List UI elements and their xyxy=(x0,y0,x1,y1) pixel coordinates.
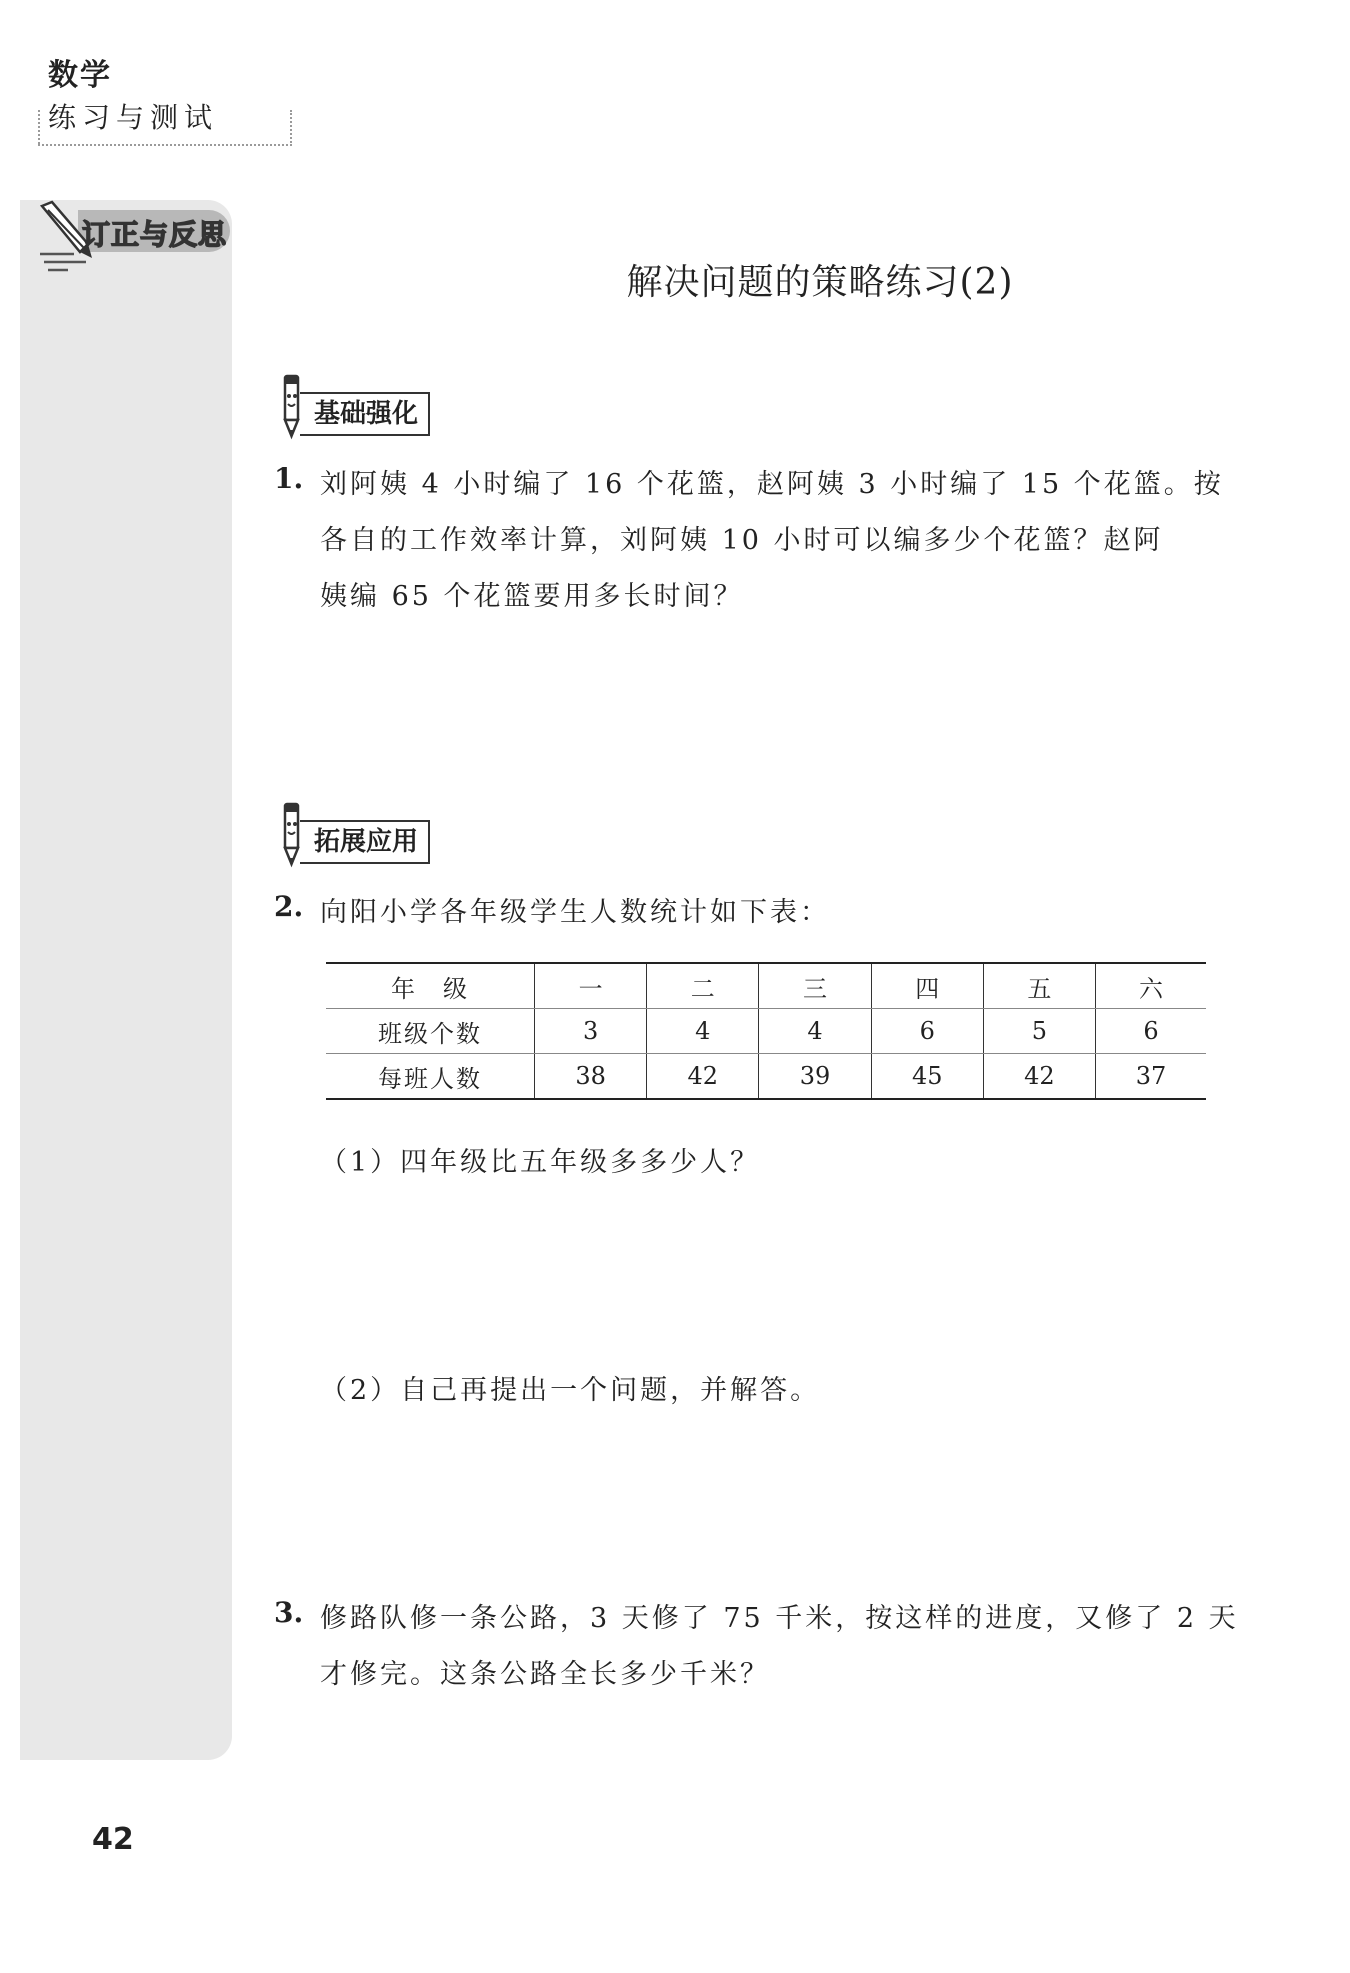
correction-sidebar xyxy=(20,200,232,1760)
table-cell: 六 xyxy=(1096,963,1206,1009)
table-cell: 38 xyxy=(535,1054,647,1100)
question-2-sub-1: （1）四年级比五年级多多少人？ xyxy=(320,1147,761,1178)
table-cell: 6 xyxy=(1096,1009,1206,1054)
section-extended: 拓展应用 xyxy=(300,820,430,864)
question-number: 2. xyxy=(274,890,304,923)
table-cell: 42 xyxy=(647,1054,759,1100)
table-cell: 39 xyxy=(759,1054,871,1100)
table-cell: 42 xyxy=(983,1054,1095,1100)
table-row xyxy=(326,1054,1206,1100)
table-cell: 年 级 xyxy=(326,963,535,1009)
question-3-line: 才修完。这条公路全长多少千米？ xyxy=(320,1659,770,1690)
table-cell: 4 xyxy=(759,1009,871,1054)
table-cell: 45 xyxy=(871,1054,983,1100)
table-header-row xyxy=(326,963,1206,1009)
question-2-intro: 向阳小学各年级学生人数统计如下表： xyxy=(320,897,830,928)
grade-statistics-table xyxy=(326,962,1206,1100)
header-divider-left xyxy=(38,110,42,144)
table-cell: 3 xyxy=(535,1009,647,1054)
table-cell: 三 xyxy=(759,963,871,1009)
table-cell: 6 xyxy=(871,1009,983,1054)
page-title: 解决问题的策略练习(2) xyxy=(626,262,1014,303)
question-number: 1. xyxy=(274,462,304,495)
book-brand: 数学 xyxy=(48,58,112,93)
table-row xyxy=(326,1009,1206,1054)
question-3-line: 修路队修一条公路，3 天修了 75 千米，按这样的进度，又修了 2 天 xyxy=(320,1603,1239,1634)
table-cell: 二 xyxy=(647,963,759,1009)
header-divider xyxy=(38,110,292,146)
table-cell: 5 xyxy=(983,1009,1095,1054)
sidebar-tag: 订正与反思 xyxy=(82,218,228,251)
table-cell: 每班人数 xyxy=(326,1054,535,1100)
question-1-line: 姨编 65 个花篮要用多长时间？ xyxy=(320,581,744,612)
question-2-sub-2: （2）自己再提出一个问题，并解答。 xyxy=(320,1375,821,1406)
question-number: 3. xyxy=(274,1596,304,1629)
question-1-line: 各自的工作效率计算，刘阿姨 10 小时可以编多少个花篮？赵阿 xyxy=(320,525,1164,556)
table-cell: 37 xyxy=(1096,1054,1206,1100)
book-subtitle: 练习与测试 xyxy=(48,101,219,134)
table-cell: 四 xyxy=(871,963,983,1009)
table-cell: 4 xyxy=(647,1009,759,1054)
page-number: 42 xyxy=(92,1822,134,1857)
question-1-line: 刘阿姨 4 小时编了 16 个花篮，赵阿姨 3 小时编了 15 个花篮。按 xyxy=(320,469,1224,500)
table-cell: 班级个数 xyxy=(326,1009,535,1054)
table-cell: 五 xyxy=(983,963,1095,1009)
table-cell: 一 xyxy=(535,963,647,1009)
section-basic: 基础强化 xyxy=(300,392,430,436)
